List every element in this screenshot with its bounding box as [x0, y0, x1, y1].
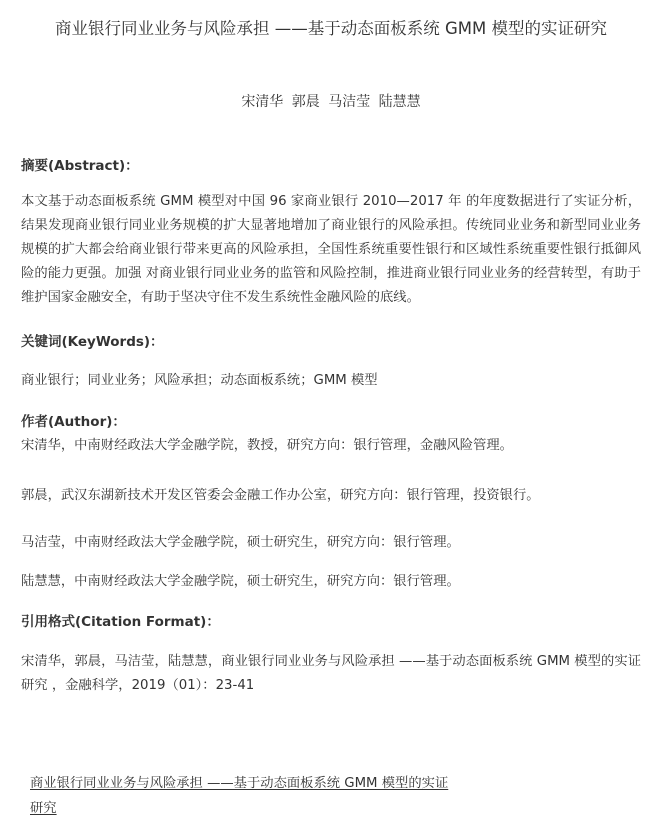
keywords-section	[21, 332, 641, 352]
author-entry-2	[21, 484, 551, 507]
abstract-section	[21, 156, 641, 176]
author-entry-1	[21, 434, 641, 457]
keywords-heading: 关键词(KeyWords)：	[21, 334, 164, 350]
author-entry-text: 陆慧慧，中南财经政法大学金融学院，硕士研究生，研究方向：银行管理。	[21, 574, 460, 589]
article-authors: 宋清华 郭晨 马洁莹 陆慧慧	[241, 94, 421, 110]
citation-text: 宋清华，郭晨，马洁莹，陆慧慧，商业银行同业业务与风险承担 ——基于动态面板系统 GMM 模型的实证研究 ，金融科学，2019（01）：23-41	[21, 654, 641, 693]
keywords-body	[21, 369, 641, 393]
keywords-text: 商业银行；同业业务；风险承担；动态面板系统；GMM 模型	[21, 373, 378, 388]
abstract-text: 本文基于动态面板系统 GMM 模型对中国 96 家商业银行 2010—2017 年 的年度数据进行了实证分析，结果发现商业银行同业业务规模的扩大显著地增加了商业银行的风险承担。传统同业业务和新型同业业务规模的扩大都会给商业银行带来更高的风险承担，全国性系统重要性银行和区域性系统重要性银行抵御风险的能力更强。加强 对商业银行同业业务的监管和风险控制，推进商业银行同业业务的经营转型，有助于维护国家金融安全，有助于坚决守住不发生系统性金融风险的底线。	[21, 194, 641, 305]
abstract-heading: 摘要(Abstract)：	[21, 158, 139, 174]
author-entry-text: 郭晨，武汉东湖新技术开发区管委会金融工作办公室，研究方向：银行管理，投资银行。	[21, 488, 540, 503]
article-link[interactable]: 商业银行同业业务与风险承担 ——基于动态面板系统 GMM 模型的实证研究	[30, 776, 449, 816]
citation-body	[21, 650, 641, 698]
author-entry-text: 马洁莹，中南财经政法大学金融学院，硕士研究生，研究方向：银行管理。	[21, 535, 460, 550]
author-entry-text: 宋清华，中南财经政法大学金融学院，教授，研究方向：银行管理，金融风险管理。	[21, 438, 513, 453]
article-link-container	[30, 771, 460, 821]
author-entry-3	[21, 531, 641, 554]
citation-heading: 引用格式(Citation Format)：	[21, 614, 220, 630]
author-heading: 作者(Author)：	[21, 414, 126, 430]
author-entry-4	[21, 570, 641, 593]
abstract-body	[21, 190, 641, 310]
author-section	[21, 412, 641, 432]
citation-section	[21, 612, 641, 632]
article-title: 商业银行同业业务与风险承担 ——基于动态面板系统 GMM 模型的实证研究	[55, 19, 607, 38]
